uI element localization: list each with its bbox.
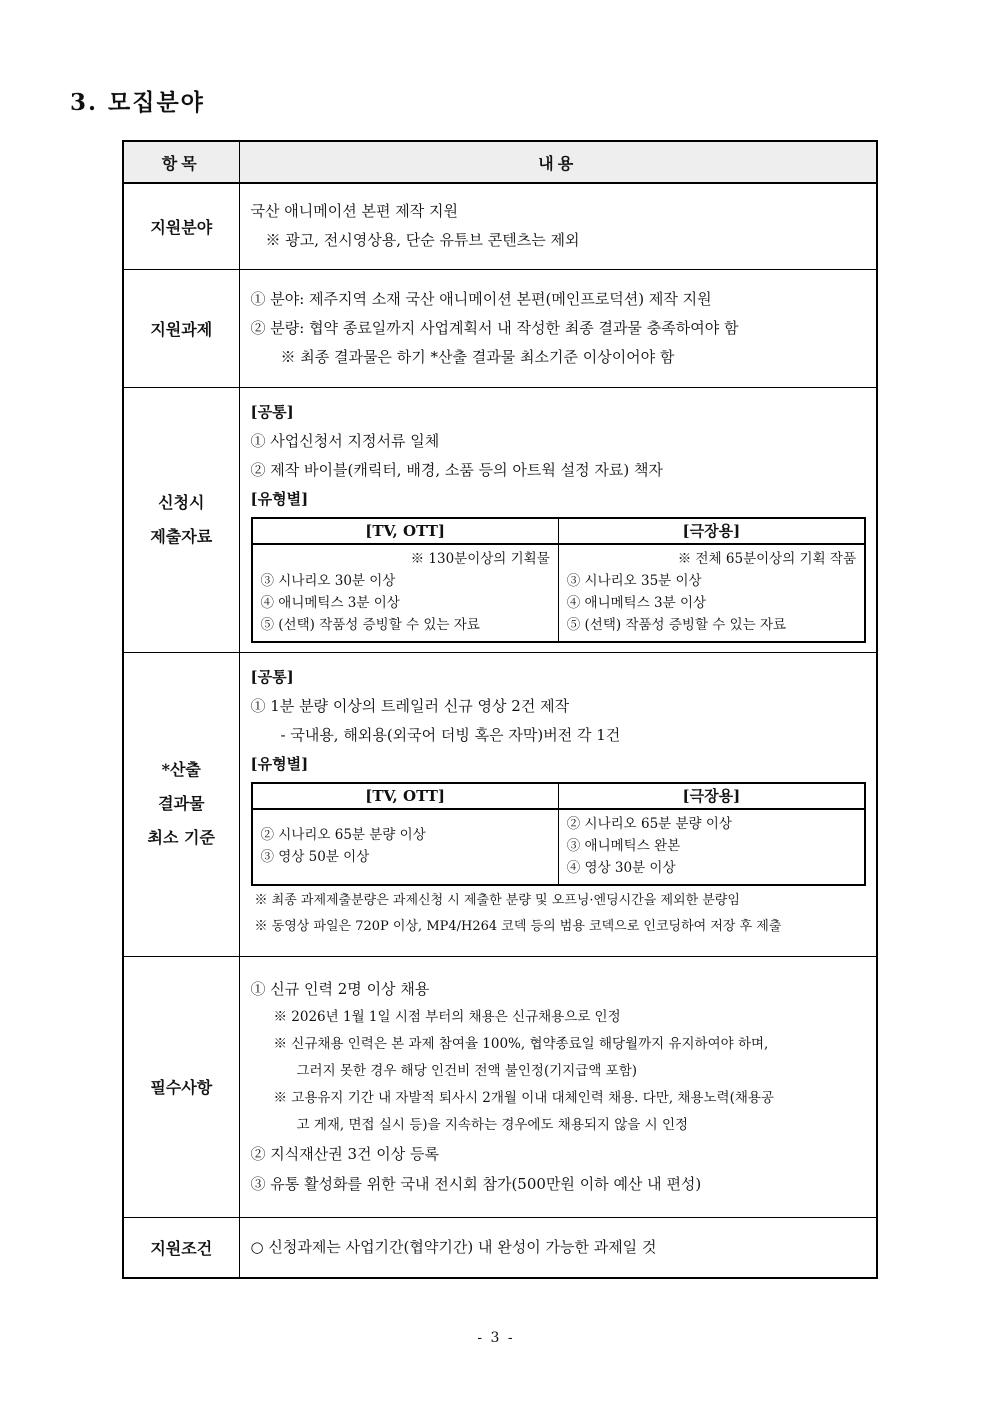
subtable-col-theatrical: [극장용] — [558, 518, 865, 544]
text-line: ③ 유통 활성화를 위한 국내 전시회 참가(500만원 이하 예산 내 편성) — [250, 1175, 702, 1193]
text-line: ③ 애니메틱스 완본 — [566, 837, 681, 854]
subtable-col-theatrical: [극장용] — [558, 783, 865, 809]
text-line: ※ 전체 65분이상의 기획 작품 — [677, 550, 856, 567]
text-line: ※ 고용유지 기간 내 자발적 퇴사시 2개월 이내 대체인력 채용. 다만, 채용노력(채용공 — [273, 1090, 774, 1106]
row-content — [239, 956, 877, 1217]
text-line: ② 지식재산권 3건 이상 등록 — [250, 1145, 440, 1163]
row-label-line: *산출 — [161, 760, 201, 779]
text-line: ② 시나리오 65분 분량 이상 — [260, 826, 426, 843]
subtable-col-tv-ott: [TV, OTT] — [252, 518, 559, 544]
recruitment-table — [122, 140, 878, 1279]
subtable-body-row — [252, 809, 866, 885]
row-mandatory-items — [123, 956, 877, 1217]
text-line: ⑤ (선택) 작품성 증빙할 수 있는 자료 — [566, 616, 787, 633]
text-line: ② 시나리오 65분 분량 이상 — [566, 815, 732, 832]
text-line: 그러지 못한 경우 해당 인건비 전액 불인정(기지급액 포함) — [296, 1063, 638, 1079]
text-line: ② 제작 바이블(캐릭터, 배경, 소품 등의 아트웍 설정 자료) 책자 — [250, 460, 663, 479]
row-content — [239, 1217, 877, 1278]
col-header-content: 내용 — [239, 141, 877, 183]
materials-by-type-table — [251, 517, 867, 643]
text-line: ※ 광고, 전시영상용, 단순 유튜브 콘텐츠는 제외 — [265, 231, 580, 250]
row-label-line: 신청시 — [158, 492, 205, 512]
subtable-col-tv-ott: [TV, OTT] — [252, 783, 559, 809]
text-line: 고 게재, 면접 실시 등)을 지속하는 경우에도 채용되지 않을 시 인정 — [296, 1117, 689, 1133]
text-line: ④ 애니메틱스 3분 이상 — [260, 594, 400, 611]
row-label-line: 결과물 — [158, 794, 205, 813]
subtable-cell-tv-ott — [252, 809, 559, 885]
text-line: ① 신규 인력 2명 이상 채용 — [250, 980, 430, 998]
row-label-line: 최소 기준 — [147, 828, 215, 847]
text-line: ※ 130분이상의 기획물 — [410, 550, 550, 567]
text-line: - 국내용, 해외용(외국어 더빙 혹은 자막)버전 각 1건 — [280, 725, 621, 744]
row-label: 필수사항 — [123, 956, 239, 1217]
footnote-line: ※ 동영상 파일은 720P 이상, MP4/H264 코덱 등의 범용 코덱으로 인코딩하여 저장 후 제출 — [254, 918, 782, 934]
subtable-cell-theatrical — [558, 809, 865, 885]
text-line: ③ 시나리오 35분 이상 — [566, 572, 702, 589]
subsection-header: [공통] — [250, 402, 294, 421]
col-header-item: 항목 — [123, 141, 239, 183]
text-line: ③ 시나리오 30분 이상 — [260, 572, 396, 589]
row-content — [239, 387, 877, 652]
row-support-field — [123, 183, 877, 269]
row-label — [123, 387, 239, 652]
row-support-project — [123, 269, 877, 387]
text-line: 국산 애니메이션 본편 제작 지원 — [250, 202, 458, 221]
text-line: ② 분량: 협약 종료일까지 사업계획서 내 작성한 최종 결과물 충족하여야 함 — [250, 318, 739, 337]
footnote-line: ※ 최종 과제제출분량은 과제신청 시 제출한 분량 및 오프닝·엔딩시간을 제외한 분량임 — [254, 892, 740, 908]
row-label: 지원과제 — [123, 269, 239, 387]
row-support-conditions — [123, 1217, 877, 1278]
text-line: ① 1분 분량 이상의 트레일러 신규 영상 2건 제작 — [250, 696, 570, 715]
row-application-materials — [123, 387, 877, 652]
text-line: ※ 신규채용 인력은 본 과제 참여율 100%, 협약종료일 해당월까지 유지하여야 하며, — [273, 1036, 769, 1052]
row-label: 지원조건 — [123, 1217, 239, 1278]
table-header-row — [123, 141, 877, 183]
row-content — [239, 183, 877, 269]
text-line: ① 분야: 제주지역 소재 국산 애니메이션 본편(메인프로덕션) 제작 지원 — [250, 289, 712, 308]
row-label-line: 제출자료 — [150, 526, 213, 546]
row-content — [239, 269, 877, 387]
subtable-cell-theatrical — [558, 544, 865, 642]
subtable-header-row — [252, 518, 866, 544]
text-line: ③ 영상 50분 이상 — [260, 848, 370, 865]
page-number: - 3 - — [477, 1330, 515, 1346]
subtable-cell-tv-ott — [252, 544, 559, 642]
row-minimum-output — [123, 652, 877, 956]
text-line: ※ 최종 결과물은 하기 *산출 결과물 최소기준 이상이어야 함 — [280, 347, 675, 366]
subsection-header: [유형별] — [250, 489, 309, 508]
row-content — [239, 652, 877, 956]
row-label: 지원분야 — [123, 183, 239, 269]
text-line: ① 사업신청서 지정서류 일체 — [250, 431, 440, 450]
text-line: ④ 영상 30분 이상 — [566, 859, 676, 876]
subtable-body-row — [252, 544, 866, 642]
section-title: 3. 모집분야 — [70, 89, 205, 116]
text-line: ⑤ (선택) 작품성 증빙할 수 있는 자료 — [260, 616, 480, 633]
subsection-header: [공통] — [250, 667, 294, 686]
text-line: ④ 애니메틱스 3분 이상 — [566, 594, 707, 611]
row-label — [123, 652, 239, 956]
subsection-header: [유형별] — [250, 754, 309, 773]
text-line: ※ 2026년 1월 1일 시점 부터의 채용은 신규채용으로 인정 — [273, 1009, 621, 1025]
output-by-type-table — [251, 782, 867, 886]
subtable-header-row — [252, 783, 866, 809]
text-line: ○ 신청과제는 사업기간(협약기간) 내 완성이 가능한 과제일 것 — [250, 1237, 657, 1256]
